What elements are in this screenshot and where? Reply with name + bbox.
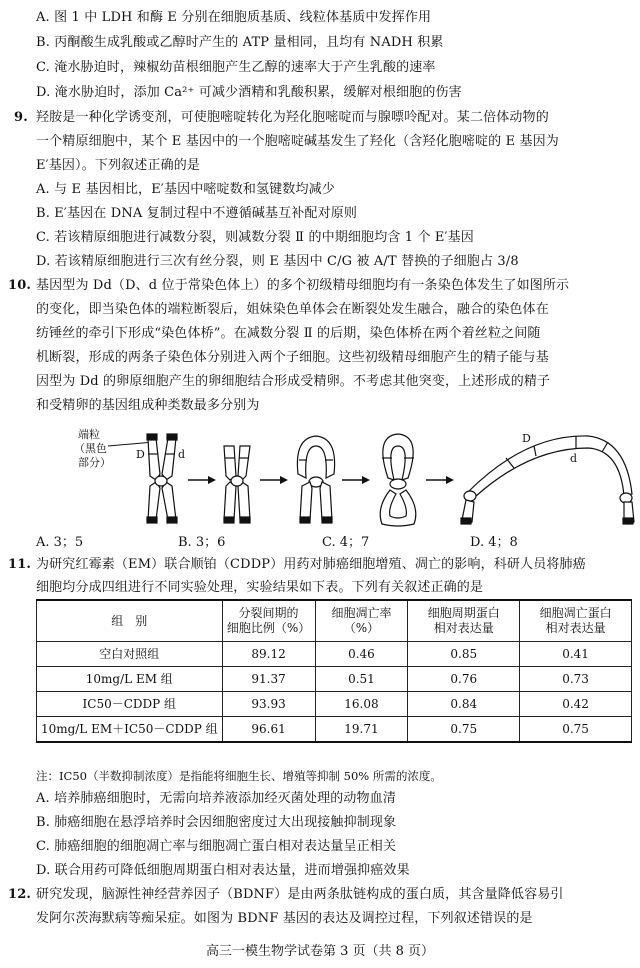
prev-option-a: A. 图 1 中 LDH 和酶 E 分别在细胞质基质、线粒体基质中发挥作用 — [36, 10, 432, 25]
q9-stem-line: 一个精原细胞中，某个 E 基因中的一个胞嘧啶碱基发生了羟化（含羟化胞嘧啶的 E 基因为 — [36, 134, 559, 149]
q11-stem-line: 细胞均分成四组进行不同实验处理，实验结果如下表。下列有关叙述正确的是 — [36, 580, 484, 595]
table-note: 注：IC50（半数抑制浓度）是指能将细胞生长、增殖等抑制 50% 所需的浓度。 — [36, 769, 442, 783]
q11-option-c: C. 肺癌细胞的细胞凋亡率与细胞凋亡蛋白相对表达量呈正相关 — [36, 839, 397, 854]
q9-option-b: B. E′基因在 DNA 复制过程中不遵循碱基互补配对原则 — [36, 206, 358, 221]
table-cell: 0.42 — [520, 692, 632, 717]
stage2-chromosome — [224, 446, 250, 523]
q12-stem-line: 研究发现，脑源性神经营养因子（BDNF）是由两条肽链构成的蛋白质，其含量降低容易引 — [36, 887, 564, 902]
table-header-cell: 细胞凋亡蛋白 相对表达量 — [520, 600, 632, 642]
table-row — [37, 717, 632, 743]
table-cell: 10mg/L EM＋IC50－CDDP 组 — [37, 717, 223, 743]
table-cell: 89.12 — [222, 642, 315, 667]
table-cell: 空白对照组 — [37, 642, 223, 667]
table-cell: 19.71 — [315, 717, 408, 743]
table-cell: 0.51 — [315, 667, 408, 692]
table-header-cell: 组 别 — [37, 600, 223, 642]
q10-stem-line: 因型为 Dd 的卵原细胞产生的卵细胞结合形成受精卵。不考虑其他突变，上述形成的精子 — [36, 374, 551, 389]
stage3-chromosome — [297, 436, 334, 523]
q10-option-c: C. 4；7 — [322, 535, 370, 550]
stage5-chromosome-bridge — [461, 436, 634, 524]
table-cell: 91.37 — [222, 667, 315, 692]
q11-option-a: A. 培养肺癌细胞时，无需向培养液添加经灭菌处理的动物血清 — [36, 791, 397, 806]
q10-option-b: B. 3；6 — [178, 535, 226, 550]
q11-stem-line: 为研究红霉素（EM）联合顺铂（CDDP）用药对肺癌细胞增殖、凋亡的影响，科研人员将肺癌 — [36, 557, 586, 572]
q9-option-d: D. 若该精原细胞进行三次有丝分裂，则 E 基因中 C/G 被 A/T 替换的子细胞占 3/8 — [36, 254, 519, 269]
page-footer: 高三一模生物学试卷第 3 页（共 8 页） — [205, 944, 435, 959]
prev-option-c: C. 淹水胁迫时，辣椒幼苗根细胞产生乙醇的速率大于产生乳酸的速率 — [36, 60, 436, 75]
gene-d-label: d — [178, 448, 186, 461]
table-header-row — [37, 600, 632, 642]
arrow-icon — [188, 476, 216, 484]
table-row — [37, 642, 632, 667]
stage4-chromosome — [380, 434, 416, 526]
table-cell: 0.76 — [408, 667, 520, 692]
q10-number: 10. — [8, 278, 32, 293]
table-cell: 16.08 — [315, 692, 408, 717]
chromosome-bridge-diagram — [36, 424, 636, 528]
table-cell: 93.93 — [222, 692, 315, 717]
q10-stem-line: 的变化，即当染色体的端粒断裂后，姐妹染色单体会在断裂处发生融合，融合的染色体在 — [36, 302, 549, 317]
table-cell: 0.85 — [408, 642, 520, 667]
gene-d-label: D — [136, 448, 145, 461]
prev-option-b: B. 丙酮酸生成乳酸或乙醇时产生的 ATP 量相同，且均有 NADH 积累 — [36, 35, 444, 50]
q11-number: 11. — [8, 557, 32, 572]
q11-option-d: D. 联合用药可降低细胞周期蛋白相对表达量，进而增强抑癌效果 — [36, 863, 410, 878]
arrow-icon — [426, 476, 454, 484]
telomere-label: 端粒 — [78, 428, 100, 441]
q9-stem-line: E′基因）。下列叙述正确的是 — [36, 158, 201, 173]
q9-option-c: C. 若该精原细胞进行减数分裂，则减数分裂 Ⅱ 的中期细胞均含 1 个 E′基因 — [36, 230, 474, 245]
arrow-icon — [260, 476, 288, 484]
table-header-cell: 细胞凋亡率 （%） — [315, 600, 408, 642]
q10-option-a: A. 3；5 — [36, 535, 84, 550]
prev-option-d: D. 淹水胁迫时，添加 Ca²⁺ 可减少酒精和乳酸积累，缓解对根细胞的伤害 — [36, 85, 462, 100]
table-cell: 0.84 — [408, 692, 520, 717]
arrow-icon — [342, 476, 370, 484]
gene-d-label: D — [522, 432, 531, 445]
q10-stem-line: 基因型为 Dd（D、d 位于常染色体上）的多个初级精母细胞均有一条染色体发生了如图所示 — [36, 278, 570, 293]
telomere-label: 部分） — [78, 456, 111, 469]
q11-option-b: B. 肺癌细胞在悬浮培养时会因细胞密度过大出现接触抑制现象 — [36, 815, 397, 830]
table-row — [37, 692, 632, 717]
q12-number: 12. — [8, 887, 32, 902]
table-header-cell: 细胞周期蛋白 相对表达量 — [408, 600, 520, 642]
q10-stem-line: 和受精卵的基因组成种类数最多分别为 — [36, 398, 260, 413]
gene-d-label: d — [570, 452, 578, 465]
q10-option-d: D. 4；8 — [470, 535, 518, 550]
table-cell: 0.73 — [520, 667, 632, 692]
table-row — [37, 667, 632, 692]
table-cell: 0.75 — [520, 717, 632, 743]
q11-data-table — [36, 599, 632, 743]
telomere-label: （黑色 — [74, 442, 107, 455]
table-header-cell: 分裂间期的 细胞比例（%） — [222, 600, 315, 642]
q9-number: 9. — [14, 110, 28, 125]
q10-stem-line: 机断裂，形成的两条子染色体分别进入两个子细胞。这些初级精母细胞产生的精子能与基 — [36, 350, 549, 365]
q12-stem-line: 发阿尔茨海默病等痴呆症。如图为 BDNF 基因的表达及调控过程，下列叙述错误的是 — [36, 911, 533, 926]
table-cell: 0.75 — [408, 717, 520, 743]
table-cell: 0.46 — [315, 642, 408, 667]
q10-stem-line: 纺锤丝的牵引下形成“染色体桥”。在减数分裂 Ⅱ 的后期，染色体桥在两个着丝粒之间随 — [36, 326, 541, 341]
table-cell: 10mg/L EM 组 — [37, 667, 223, 692]
table-cell: 0.41 — [520, 642, 632, 667]
table-cell: IC50－CDDP 组 — [37, 692, 223, 717]
stage1-chromosome — [147, 434, 177, 523]
table-cell: 96.61 — [222, 717, 315, 743]
q9-stem-line: 羟胺是一种化学诱变剂，可使胞嘧啶转化为羟化胞嘧啶而与腺嘌呤配对。某二倍体动物的 — [36, 110, 549, 125]
q9-option-a: A. 与 E 基因相比，E′基因中嘧啶数和氢键数均减少 — [36, 182, 335, 197]
